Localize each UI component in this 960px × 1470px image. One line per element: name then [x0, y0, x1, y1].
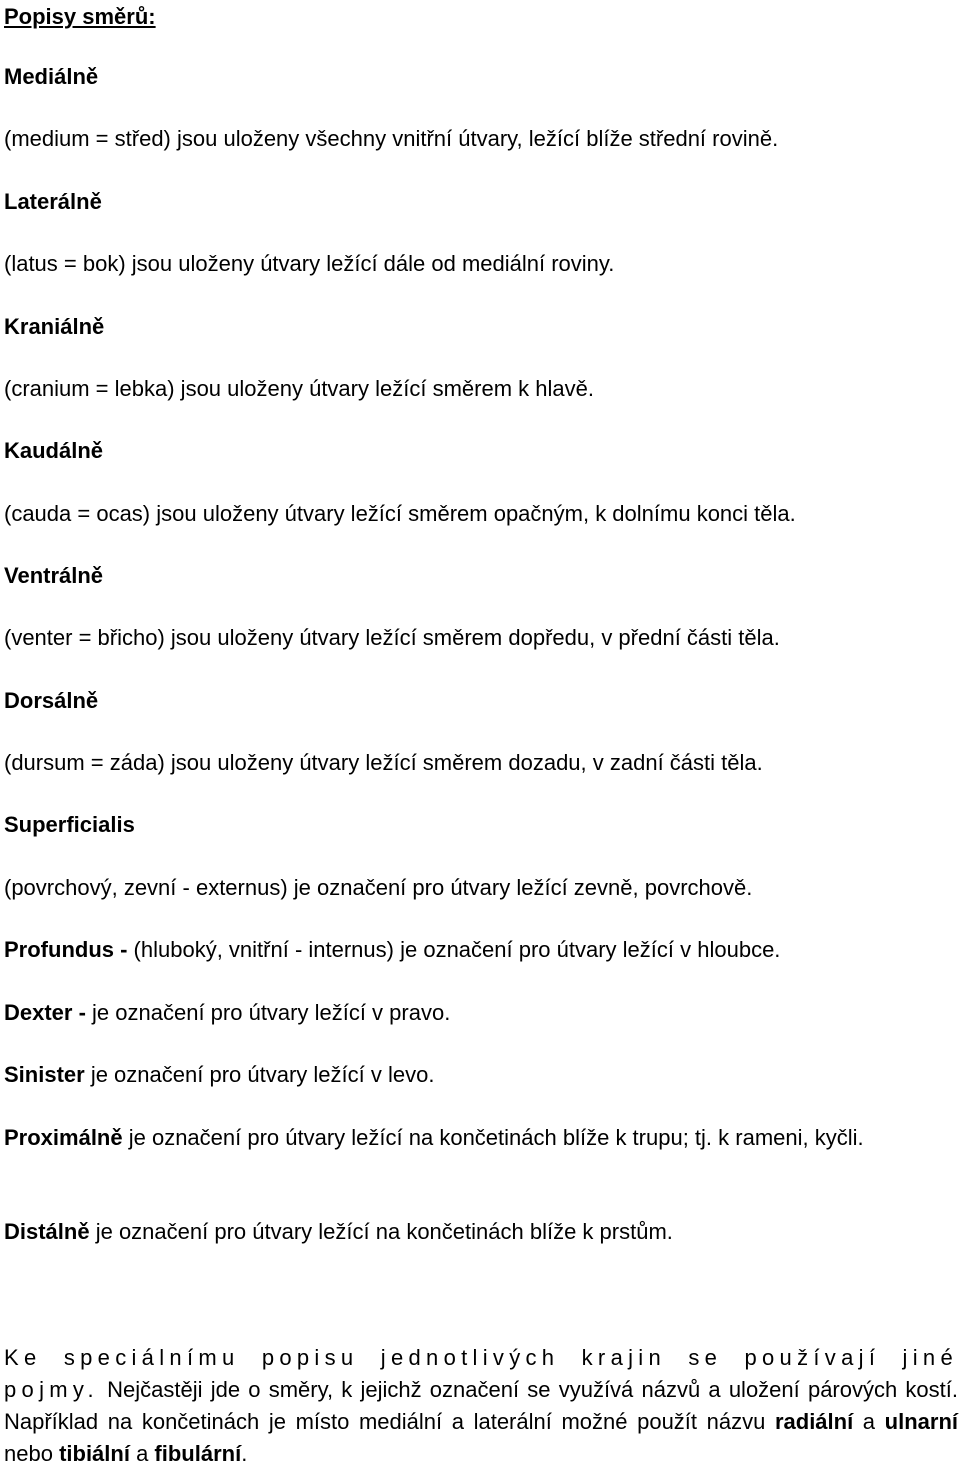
- closing-paragraph: [4, 1342, 958, 1470]
- desc-profundus: (hluboký, vnitřní - internus) je označení pro útvary ležící v hloubce.: [127, 937, 781, 962]
- closing-conj-2: a: [129, 1441, 155, 1466]
- term-distalne: Distálně: [4, 1219, 90, 1244]
- term-lateralne: Laterálně: [4, 189, 102, 214]
- closing-conj-1: a: [853, 1409, 885, 1434]
- desc-lateralne: (latus = bok) jsou uloženy útvary ležící dále od mediální roviny.: [4, 251, 615, 276]
- closing-end: .: [241, 1441, 248, 1466]
- line-distalne: [4, 1219, 673, 1245]
- desc-ventralne: (venter = břicho) jsou uloženy útvary ležící směrem dopředu, v přední části těla.: [4, 625, 780, 650]
- closing-spaced-text: Ke speciálnímu popisu jednotlivých krajin se používají jiné pojmy.: [4, 1345, 958, 1402]
- desc-dexter: je označení pro útvary ležící v pravo.: [85, 1000, 451, 1025]
- term-radialni: radiální: [774, 1409, 854, 1434]
- desc-kaudalne: (cauda = ocas) jsou uloženy útvary ležící směrem opačným, k dolnímu konci těla.: [4, 501, 796, 526]
- term-dorsalne: Dorsálně: [4, 688, 99, 713]
- desc-superficialis: (povrchový, zevní - externus) je označení pro útvary ležící zevně, povrchově.: [4, 875, 753, 900]
- line-sinister: [4, 1062, 434, 1088]
- term-kranialne: Kraniálně: [4, 314, 105, 339]
- page-title: Popisy směrů:: [4, 4, 156, 29]
- term-tibialni: tibiální: [59, 1441, 130, 1466]
- desc-distalne: je označení pro útvary ležící na končetinách blíže k prstům.: [89, 1219, 673, 1244]
- term-profundus: Profundus -: [4, 937, 128, 962]
- desc-kranialne: (cranium = lebka) jsou uloženy útvary ležící směrem k hlavě.: [4, 376, 594, 401]
- desc-dorsalne: (dursum = záda) jsou uloženy útvary ležící směrem dozadu, v zadní části těla.: [4, 750, 763, 775]
- closing-conj-nebo: nebo: [4, 1441, 60, 1466]
- term-dexter: Dexter -: [4, 1000, 86, 1025]
- desc-proximalne: je označení pro útvary ležící na končetinách blíže k trupu; tj. k rameni, kyčli.: [122, 1125, 864, 1150]
- line-dexter: [4, 1000, 450, 1026]
- term-medialne: Mediálně: [4, 64, 99, 89]
- para-proximalne: [4, 1122, 958, 1154]
- line-profundus: [4, 937, 780, 963]
- term-ulnarni: ulnarní: [884, 1409, 958, 1434]
- term-ventralne: Ventrálně: [4, 563, 104, 588]
- term-sinister: Sinister: [4, 1062, 85, 1087]
- term-proximalne: Proximálně: [4, 1125, 123, 1150]
- desc-medialne: (medium = střed) jsou uloženy všechny vnitřní útvary, ležící blíže střední rovině.: [4, 126, 779, 151]
- term-superficialis: Superficialis: [4, 812, 135, 837]
- term-fibularni: fibulární: [154, 1441, 242, 1466]
- closing-text: Nejčastěji jde o směry, k jejichž označení se využívá názvů a uložení párových kostí. Například na končetinách je místo mediální a laterální možné použít názvu: [4, 1377, 958, 1434]
- term-kaudalne: Kaudálně: [4, 438, 104, 463]
- desc-sinister: je označení pro útvary ležící v levo.: [84, 1062, 435, 1087]
